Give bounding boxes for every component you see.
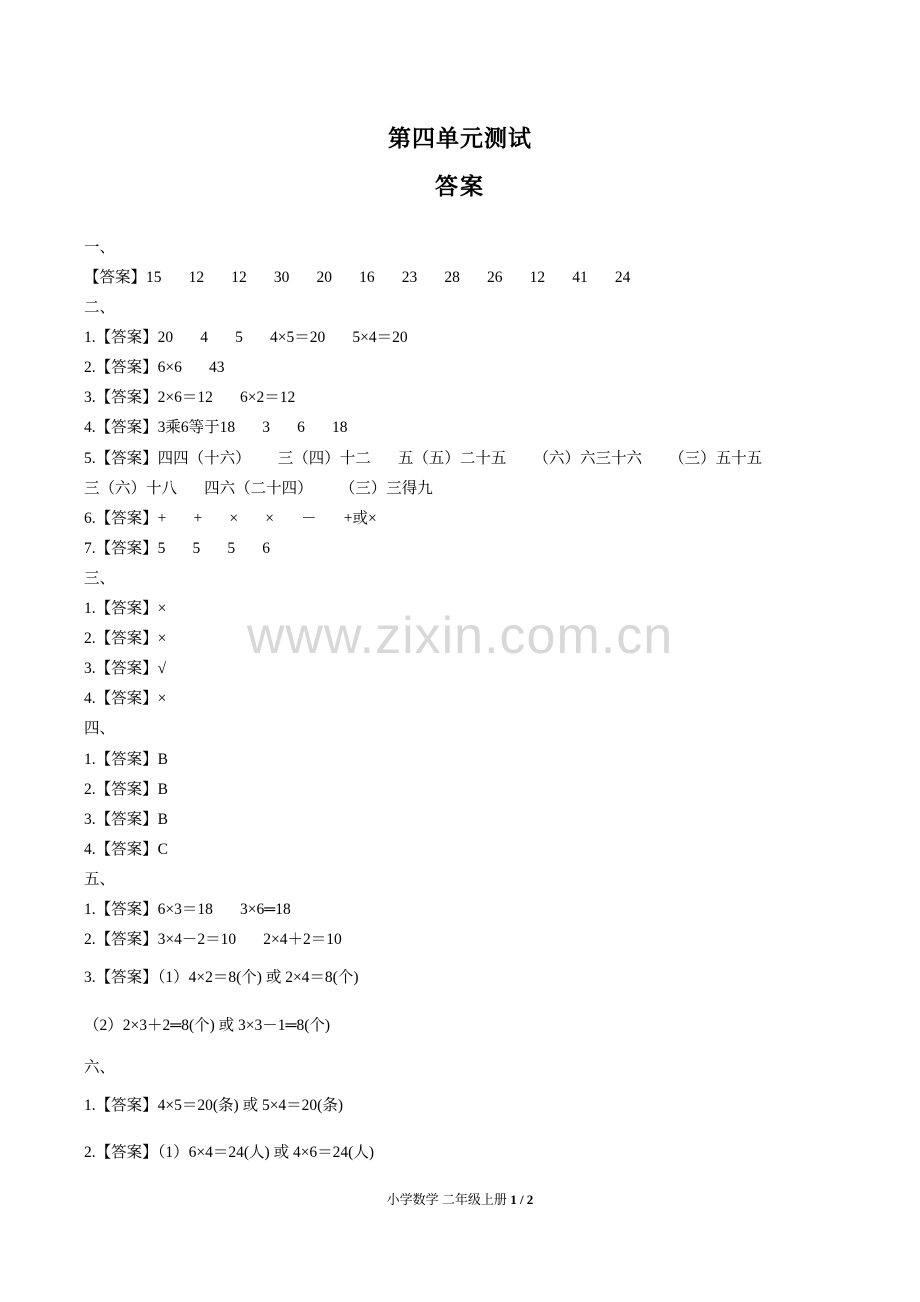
- answer-line: 2.【答案】（1）6×4＝24(人) 或 4×6＝24(人): [84, 1144, 375, 1161]
- answer-line: 5.【答案】四四（十六） 三（四）十二 五（五）二十五 （六）六三十六 （三）五十五: [84, 450, 763, 467]
- footer-course: 小学数学 二年级上册: [386, 1192, 507, 1207]
- footer-page-number: 1 / 2: [510, 1192, 534, 1207]
- answer-line: 6.【答案】+ + × × － +或×: [84, 510, 377, 527]
- answer-line: 【答案】15 12 12 30 20 16 23 28 26 12 41 24: [84, 269, 631, 286]
- answer-line: 3.【答案】2×6＝12 6×2＝12: [84, 389, 296, 406]
- answer-line: 7.【答案】5 5 5 6: [84, 540, 271, 557]
- section-heading: 六、: [84, 1059, 116, 1076]
- section-heading: 三、: [84, 570, 116, 587]
- answer-line: 1.【答案】4×5＝20(条) 或 5×4＝20(条): [84, 1097, 344, 1114]
- answer-line: 1.【答案】20 4 5 4×5＝20 5×4＝20: [84, 329, 408, 346]
- document-title: 第四单元测试: [388, 126, 532, 152]
- section-heading: 一、: [84, 239, 116, 256]
- answer-line: 3.【答案】√: [84, 660, 167, 677]
- answer-line: 1.【答案】×: [84, 600, 167, 617]
- answer-line: 1.【答案】6×3＝18 3×6═18: [84, 901, 291, 918]
- section-heading: 五、: [84, 871, 116, 888]
- answer-line: 2.【答案】6×6 43: [84, 359, 225, 376]
- answer-line: 2.【答案】3×4－2＝10 2×4＋2＝10: [84, 931, 342, 948]
- answer-line: 4.【答案】×: [84, 690, 167, 707]
- watermark: www.zixin.com.cn: [246, 607, 674, 665]
- answer-line: 2.【答案】B: [84, 781, 168, 798]
- answer-line: 4.【答案】3乘6等于18 3 6 18: [84, 419, 348, 436]
- page-footer: [0, 1189, 920, 1208]
- answer-line: 2.【答案】×: [84, 630, 167, 647]
- answer-line-continued: （2）2×3＋2═8(个) 或 3×3－1═8(个): [84, 1017, 331, 1034]
- section-heading: 二、: [84, 299, 116, 316]
- answer-line: 4.【答案】C: [84, 841, 168, 858]
- answer-line: 3.【答案】（1）4×2＝8(个) 或 2×4＝8(个): [84, 969, 359, 986]
- document-subtitle: 答案: [435, 174, 485, 200]
- section-heading: 四、: [84, 720, 116, 737]
- answer-line: 1.【答案】B: [84, 751, 168, 768]
- answer-line: 3.【答案】B: [84, 811, 168, 828]
- answer-line-continued: 三（六）十八 四六（二十四） （三）三得九: [84, 480, 433, 497]
